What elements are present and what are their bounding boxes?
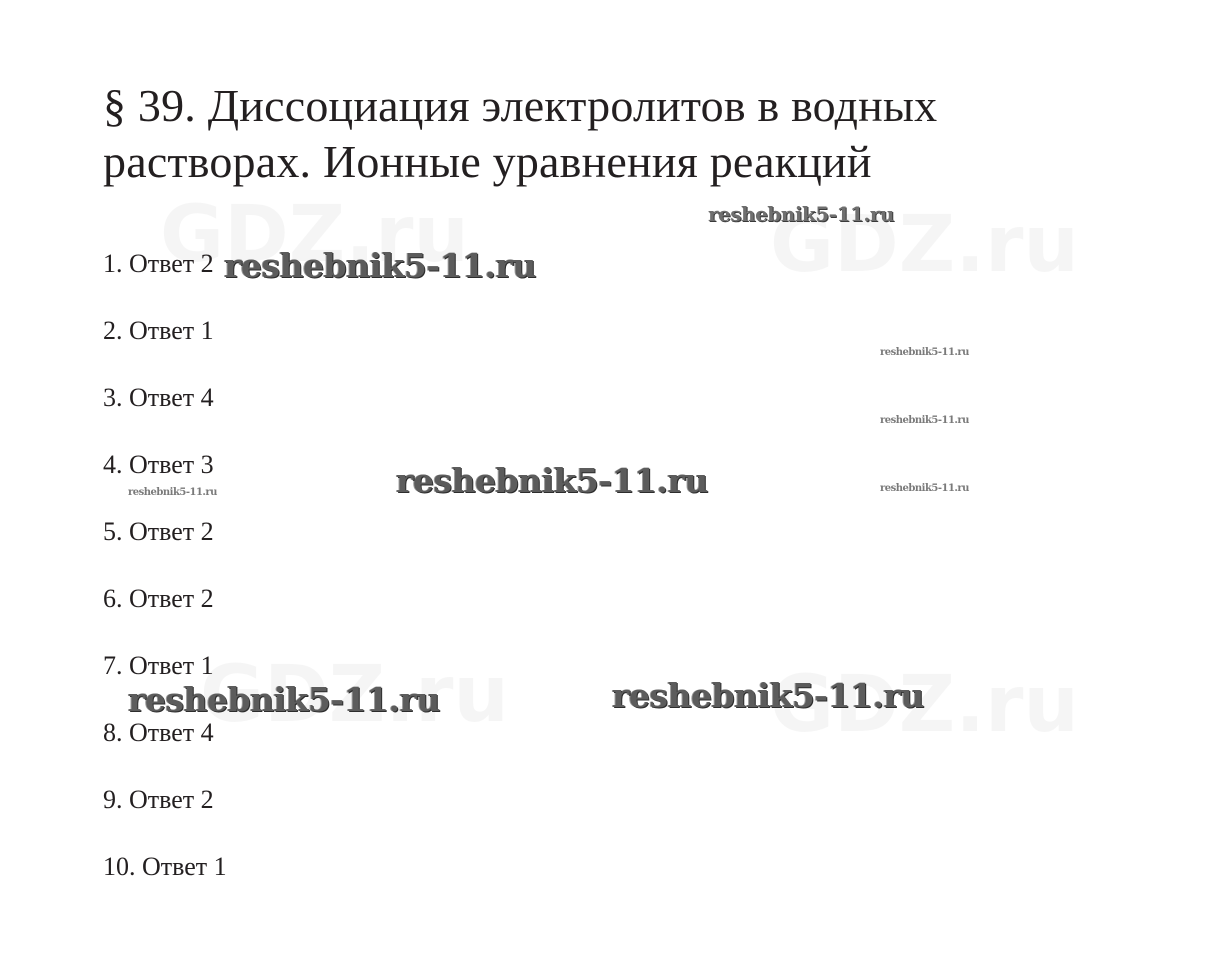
answer-item-1: 1. Ответ 2: [103, 249, 214, 278]
answer-item-2: 2. Ответ 1: [103, 316, 214, 345]
section-title: § 39. Диссоциация электролитов в водных растворах. Ионные уравнения реакций: [103, 80, 938, 187]
site-watermark: reshebnik5-11.ru: [612, 676, 924, 715]
answer-item-8: 8. Ответ 4: [103, 718, 214, 747]
site-watermark: reshebnik5-11.ru: [396, 461, 708, 500]
site-watermark: reshebnik5-11.ru: [128, 680, 440, 719]
answer-item-9: 9. Ответ 2: [103, 785, 214, 814]
answer-list: [103, 244, 227, 914]
answer-item-6: 6. Ответ 2: [103, 584, 214, 613]
answer-item-10: 10. Ответ 1: [103, 852, 227, 881]
site-watermark: reshebnik5-11.ru: [880, 483, 969, 494]
site-watermark: reshebnik5-11.ru: [128, 487, 217, 498]
site-watermark: reshebnik5-11.ru: [880, 347, 969, 358]
site-watermark: reshebnik5-11.ru: [880, 415, 969, 426]
answer-item-4: 4. Ответ 3: [103, 450, 214, 479]
answer-item-7: 7. Ответ 1: [103, 651, 214, 680]
answer-item-5: 5. Ответ 2: [103, 517, 214, 546]
answer-item-3: 3. Ответ 4: [103, 383, 214, 412]
site-watermark: reshebnik5-11.ru: [224, 246, 536, 285]
site-watermark: reshebnik5-11.ru: [708, 202, 894, 226]
